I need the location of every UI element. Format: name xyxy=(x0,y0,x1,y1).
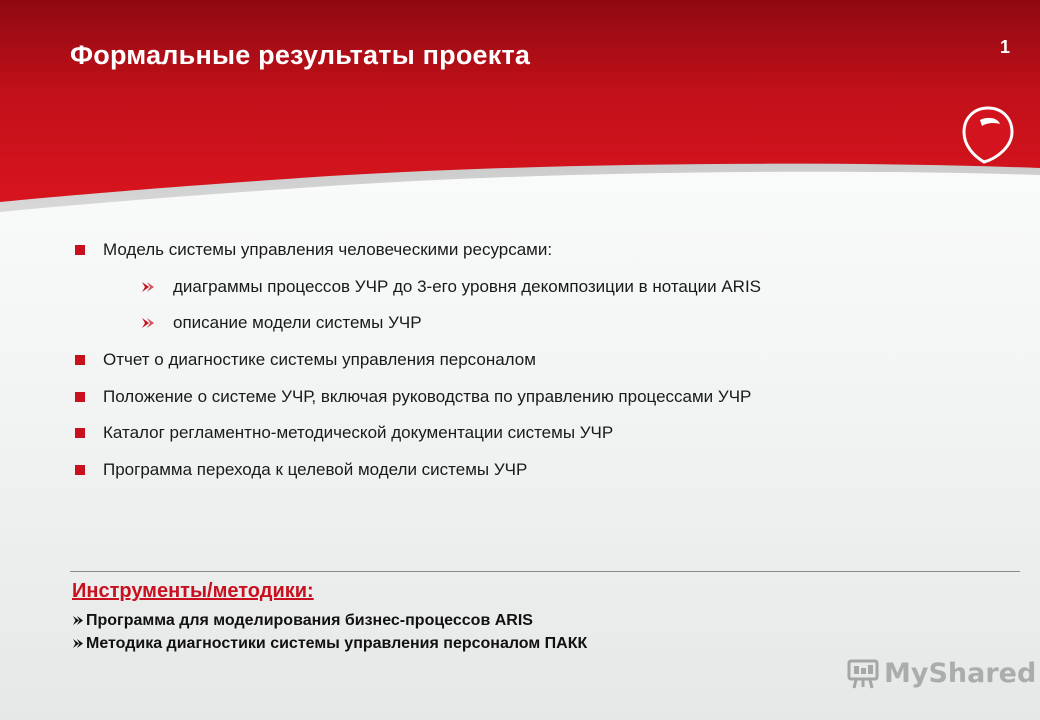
tool-item-text: Методика диагностики системы управления персоналом ПАКК xyxy=(86,634,588,652)
arrow-bullet-icon xyxy=(72,638,84,649)
header-background xyxy=(0,0,1040,230)
list-item-text: Отчет о диагностике системы управления персоналом xyxy=(103,350,536,370)
watermark-text: MyShared xyxy=(884,657,1037,689)
list-item-text: Положение о системе УЧР, включая руководства по управлению процессами УЧР xyxy=(103,386,752,406)
arrow-bullet-icon xyxy=(72,615,84,626)
list-item-text: диаграммы процессов УЧР до 3-его уровня декомпозиции в нотации ARIS xyxy=(173,276,762,296)
list-item-text: Модель системы управления человеческими ресурсами: xyxy=(103,240,553,260)
square-bullet-icon xyxy=(75,428,85,438)
tool-item-text: Программа для моделирования бизнес-процессов ARIS xyxy=(86,611,533,629)
list-item-text: описание модели системы УЧР xyxy=(173,313,422,333)
tools-list xyxy=(72,609,587,655)
list-item-text: Программа перехода к целевой модели системы УЧР xyxy=(103,459,528,479)
page-number: 1 xyxy=(999,37,1010,57)
arrow-bullet-icon xyxy=(141,317,155,329)
square-bullet-icon xyxy=(75,355,85,365)
square-bullet-icon xyxy=(75,465,85,475)
list-item xyxy=(75,232,975,269)
slide-title: Формальные результаты проекта xyxy=(70,40,531,70)
watermark-logo xyxy=(846,656,1036,690)
list-subitem xyxy=(75,305,975,342)
square-bullet-icon xyxy=(75,392,85,402)
list-item xyxy=(75,452,975,489)
list-item-text: Каталог регламентно-методической документации системы УЧР xyxy=(103,423,614,443)
list-item xyxy=(75,415,975,452)
presentation-board-icon xyxy=(846,656,880,690)
arrow-bullet-icon xyxy=(141,281,155,293)
list-subitem xyxy=(75,269,975,306)
square-bullet-icon xyxy=(75,245,85,255)
logo-mark-icon xyxy=(962,106,1014,164)
tool-item xyxy=(72,609,587,632)
tools-heading: Инструменты/методики: xyxy=(72,580,314,602)
results-list xyxy=(75,232,975,488)
list-item xyxy=(75,342,975,379)
tool-item xyxy=(72,632,587,655)
section-divider xyxy=(70,571,1020,572)
list-item xyxy=(75,378,975,415)
